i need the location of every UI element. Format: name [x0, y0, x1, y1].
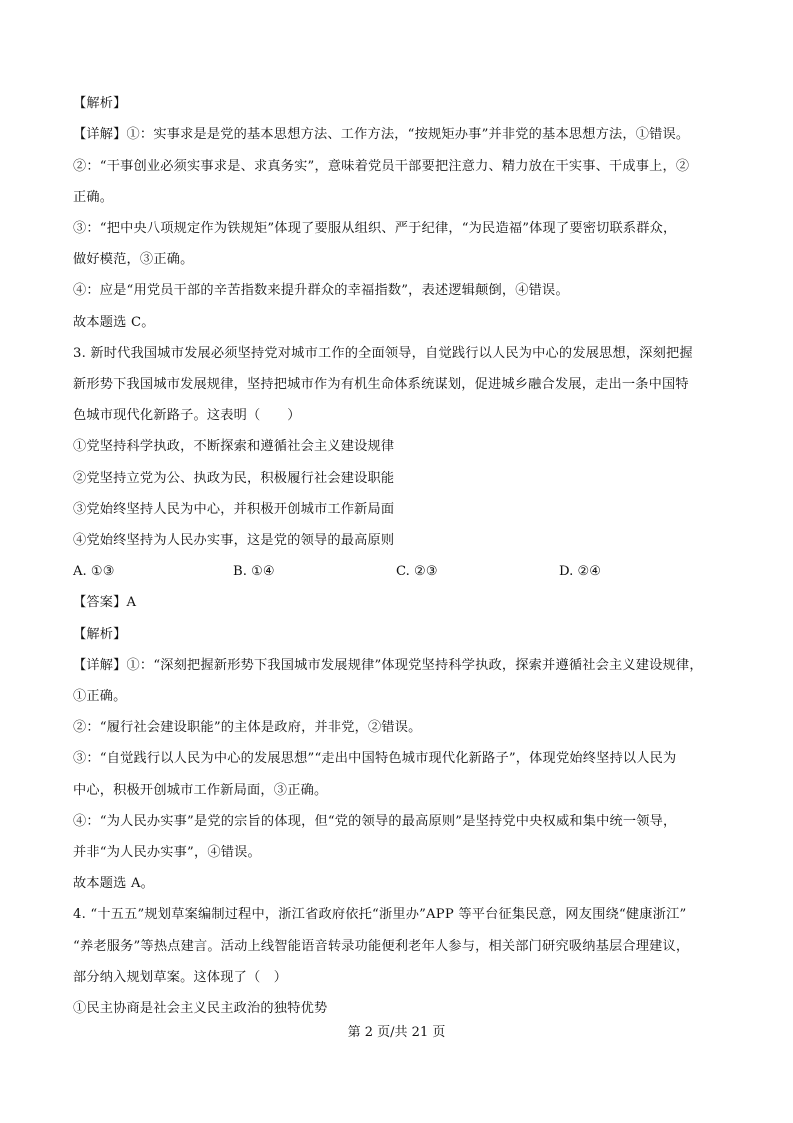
question-stem: “养老服务”等热点建言。活动上线智能语音转录功能便利老年人参与，相关部门研究吸纳基层合理建议， — [73, 939, 690, 954]
text-line: ③：“把中央八项规定作为铁规矩”体现了要服从组织、严于纪律，“为民造福”体现了要密切联系群众， — [73, 221, 677, 236]
text-line: 故本题选 C。 — [73, 315, 155, 330]
text-line: 中心，积极开创城市工作新局面，③正确。 — [73, 783, 328, 798]
text-line: 做好模范，③正确。 — [73, 252, 194, 267]
statement-item: ②党坚持立党为公、执政为民，积极履行社会建设职能 — [73, 471, 395, 486]
question-stem: 色城市现代化新路子。这表明（ ） — [73, 408, 301, 423]
text-line: ④：“为人民办实事”是党的宗旨的体现，但“党的领导的最高原则”是坚持党中央权威和集中统一领导， — [73, 814, 677, 829]
question-stem: 3. 新时代我国城市发展必须坚持党对城市工作的全面领导，自觉践行以人民为中心的发展思想，深刻把握 — [73, 346, 693, 361]
text-line: ②：“履行社会建设职能”的主体是政府，并非党，②错误。 — [73, 720, 422, 735]
text-line: 【详解】①：“深刻把握新形势下我国城市发展规律”体现党坚持科学执政，探索并遵循社会主义建设规律， — [73, 658, 703, 673]
question-stem: 4. “十五五”规划草案编制过程中，浙江省政府依托“浙里办”APP 等平台征集民意，网友围绕“健康浙江” — [73, 907, 687, 922]
option-b: B. ①④ — [233, 564, 275, 579]
analysis-heading: 【解析】 — [73, 96, 127, 111]
option-a: A. ①③ — [73, 564, 115, 579]
text-line: ②：“干事创业必须实事求是、求真务实”，意味着党员干部要把注意力、精力放在干实事、干成事上，② — [73, 159, 690, 174]
question-stem: 部分纳入规划草案。这体现了（ ） — [73, 970, 288, 985]
statement-item: ①党坚持科学执政，不断探索和遵循社会主义建设规律 — [73, 439, 395, 454]
option-d: D. ②④ — [559, 564, 602, 579]
text-line: 【详解】①：实事求是是党的基本思想方法、工作方法，“按规矩办事”并非党的基本思想方法，①错误。 — [73, 127, 690, 142]
text-line: ③：“自觉践行以人民为中心的发展思想”“走出中国特色城市现代化新路子”，体现党始终坚持以人民为 — [73, 751, 677, 766]
statement-item: ③党始终坚持人民为中心，并积极开创城市工作新局面 — [73, 502, 395, 517]
text-line: 正确。 — [73, 190, 114, 205]
text-line: ①正确。 — [73, 689, 127, 704]
answer-line: 【答案】A — [73, 595, 137, 610]
text-line: ④：应是“用党员干部的辛苦指数来提升群众的幸福指数”，表述逻辑颠倒，④错误。 — [73, 283, 569, 298]
text-line: 并非“为人民办实事”，④错误。 — [73, 845, 261, 860]
analysis-heading: 【解析】 — [73, 627, 127, 642]
answer-options — [73, 563, 693, 581]
option-c: C. ②③ — [396, 564, 438, 579]
statement-item: ①民主协商是社会主义民主政治的独特优势 — [73, 1001, 328, 1016]
page-number-footer: 第 2 页/共 21 页 — [347, 1025, 446, 1040]
statement-item: ④党始终坚持为人民办实事，这是党的领导的最高原则 — [73, 533, 395, 548]
question-stem: 新形势下我国城市发展规律，坚持把城市作为有机生命体系统谋划，促进城乡融合发展，走出一条中国特 — [73, 377, 689, 392]
text-line: 故本题选 A。 — [73, 876, 155, 891]
